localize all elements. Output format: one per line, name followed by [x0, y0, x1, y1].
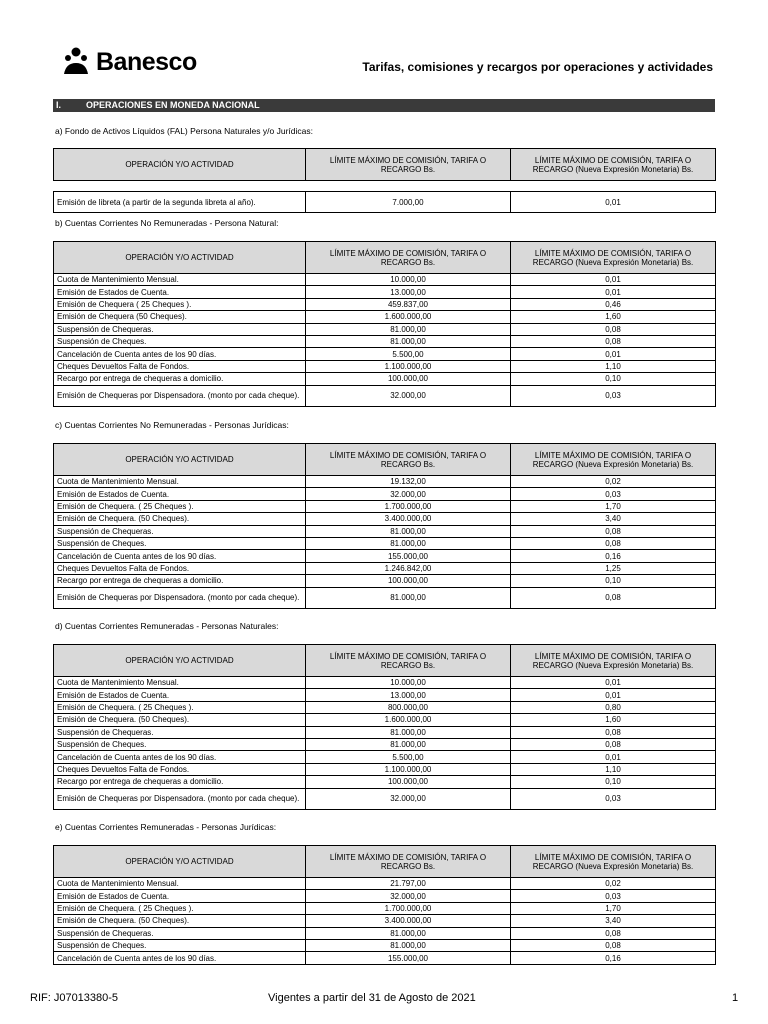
limit-bs-cell: 13.000,00 [306, 689, 511, 701]
limit-bs-cell: 5.500,00 [306, 751, 511, 763]
page-header [0, 0, 768, 98]
limit-new-bs-cell: 0,08 [511, 738, 716, 750]
column-header: LÍMITE MÁXIMO DE COMISIÓN, TARIFA O RECARGO (Nueva Expresión Monetaria) Bs. [511, 242, 716, 274]
operation-cell: Suspensión de Cheques. [54, 738, 306, 750]
limit-new-bs-cell: 0,02 [511, 878, 716, 890]
limit-bs-cell: 800.000,00 [306, 701, 511, 713]
operation-cell: Recargo por entrega de chequeras a domicilio. [54, 373, 306, 385]
limit-bs-cell: 100.000,00 [306, 575, 511, 587]
limit-bs-cell: 81.000,00 [306, 537, 511, 549]
operation-cell: Recargo por entrega de chequeras a domicilio. [54, 776, 306, 788]
column-header: OPERACIÓN Y/O ACTIVIDAD [54, 444, 306, 476]
limit-bs-cell: 1.600.000,00 [306, 311, 511, 323]
limit-bs-cell: 155.000,00 [306, 952, 511, 964]
operation-cell: Suspensión de Cheques. [54, 335, 306, 347]
table-row [54, 274, 716, 286]
table-row [54, 513, 716, 525]
limit-new-bs-cell: 1,10 [511, 360, 716, 372]
limit-new-bs-cell: 0,16 [511, 952, 716, 964]
operation-cell: Cancelación de Cuenta antes de los 90 días. [54, 751, 306, 763]
column-header: LÍMITE MÁXIMO DE COMISIÓN, TARIFA O RECARGO Bs. [306, 846, 511, 878]
table-row [54, 587, 716, 608]
limit-bs-cell: 1.100.000,00 [306, 763, 511, 775]
operation-cell: Cheques Devueltos Falta de Fondos. [54, 360, 306, 372]
limit-bs-cell: 81.000,00 [306, 525, 511, 537]
limit-bs-cell: 7.000,00 [306, 192, 511, 213]
limit-bs-cell: 81.000,00 [306, 587, 511, 608]
table-row [54, 360, 716, 372]
operation-cell: Emisión de Chequera. (50 Cheques). [54, 714, 306, 726]
table-row [54, 286, 716, 298]
section-number: I. [56, 100, 62, 110]
limit-new-bs-cell: 0,03 [511, 488, 716, 500]
operation-cell: Cuota de Mantenimiento Mensual. [54, 274, 306, 286]
table-row [54, 939, 716, 951]
table-row [54, 500, 716, 512]
footer-vigencia: Vigentes a partir del 31 de Agosto de 2021 [268, 992, 476, 1004]
limit-new-bs-cell: 0,16 [511, 550, 716, 562]
limit-new-bs-cell: 1,60 [511, 311, 716, 323]
limit-new-bs-cell: 0,10 [511, 575, 716, 587]
limit-bs-cell: 459.837,00 [306, 298, 511, 310]
table-row [54, 298, 716, 310]
limit-new-bs-cell: 0,01 [511, 192, 716, 213]
operation-cell: Cancelación de Cuenta antes de los 90 días. [54, 550, 306, 562]
operation-cell: Suspensión de Chequeras. [54, 927, 306, 939]
limit-new-bs-cell: 0,03 [511, 788, 716, 809]
limit-new-bs-cell: 0,08 [511, 537, 716, 549]
limit-new-bs-cell: 1,10 [511, 763, 716, 775]
limit-bs-cell: 155.000,00 [306, 550, 511, 562]
limit-new-bs-cell: 0,08 [511, 323, 716, 335]
table-row [54, 525, 716, 537]
footer-page-number: 1 [732, 992, 739, 1004]
limit-new-bs-cell: 3,40 [511, 915, 716, 927]
column-header: LÍMITE MÁXIMO DE COMISIÓN, TARIFA O RECARGO Bs. [306, 149, 511, 181]
operation-cell: Emisión de Chequeras por Dispensadora. (monto por cada cheque). [54, 788, 306, 809]
limit-new-bs-cell: 0,08 [511, 726, 716, 738]
table-row [54, 915, 716, 927]
limit-new-bs-cell: 0,02 [511, 476, 716, 488]
table-row [54, 689, 716, 701]
limit-bs-cell: 32.000,00 [306, 488, 511, 500]
operation-cell: Emisión de Estados de Cuenta. [54, 488, 306, 500]
operation-cell: Emisión de Chequeras por Dispensadora. (monto por cada cheque). [54, 385, 306, 406]
operation-cell: Suspensión de Chequeras. [54, 323, 306, 335]
table-row [54, 890, 716, 902]
operation-cell: Cuota de Mantenimiento Mensual. [54, 476, 306, 488]
section-title: OPERACIONES EN MONEDA NACIONAL [86, 100, 260, 110]
operation-cell: Emisión de Chequera. (50 Cheques). [54, 513, 306, 525]
operation-cell: Cheques Devueltos Falta de Fondos. [54, 562, 306, 574]
fee-table [53, 148, 716, 213]
table-row [54, 738, 716, 750]
column-header: OPERACIÓN Y/O ACTIVIDAD [54, 149, 306, 181]
table-row [54, 488, 716, 500]
operation-cell: Emisión de Chequera. ( 25 Cheques ). [54, 701, 306, 713]
limit-new-bs-cell: 0,01 [511, 286, 716, 298]
table-row [54, 385, 716, 406]
table-row [54, 575, 716, 587]
table-row [54, 323, 716, 335]
fee-table [53, 845, 716, 965]
section-heading [53, 99, 715, 112]
group-title: a) Fondo de Activos Líquidos (FAL) Persona Naturales y/o Jurídicas: [55, 126, 313, 136]
banesco-logo-icon [60, 46, 92, 78]
limit-new-bs-cell: 0,08 [511, 939, 716, 951]
table-row [54, 677, 716, 689]
operation-cell: Emisión de Chequera. ( 25 Cheques ). [54, 500, 306, 512]
spacer-row [54, 181, 716, 192]
operation-cell: Emisión de Estados de Cuenta. [54, 890, 306, 902]
operation-cell: Emisión de Chequera. (50 Cheques). [54, 915, 306, 927]
operation-cell: Cuota de Mantenimiento Mensual. [54, 878, 306, 890]
group-title: e) Cuentas Corrientes Remuneradas - Personas Jurídicas: [55, 822, 277, 832]
limit-bs-cell: 3.400.000,00 [306, 915, 511, 927]
limit-bs-cell: 81.000,00 [306, 335, 511, 347]
limit-new-bs-cell: 0,01 [511, 274, 716, 286]
fee-table [53, 241, 716, 407]
column-header: LÍMITE MÁXIMO DE COMISIÓN, TARIFA O RECARGO (Nueva Expresión Monetaria) Bs. [511, 149, 716, 181]
column-header: LÍMITE MÁXIMO DE COMISIÓN, TARIFA O RECARGO Bs. [306, 242, 511, 274]
table-header-row [54, 645, 716, 677]
limit-bs-cell: 1.700.000,00 [306, 902, 511, 914]
table-row [54, 476, 716, 488]
table-row [54, 763, 716, 775]
limit-bs-cell: 10.000,00 [306, 677, 511, 689]
limit-new-bs-cell: 1,70 [511, 500, 716, 512]
column-header: LÍMITE MÁXIMO DE COMISIÓN, TARIFA O RECARGO (Nueva Expresión Monetaria) Bs. [511, 444, 716, 476]
limit-bs-cell: 21.797,00 [306, 878, 511, 890]
limit-new-bs-cell: 3,40 [511, 513, 716, 525]
column-header: LÍMITE MÁXIMO DE COMISIÓN, TARIFA O RECARGO Bs. [306, 645, 511, 677]
table-row [54, 952, 716, 964]
limit-bs-cell: 100.000,00 [306, 776, 511, 788]
table-row [54, 927, 716, 939]
table-row [54, 726, 716, 738]
table-header-row [54, 149, 716, 181]
table-header-row [54, 242, 716, 274]
group-title: b) Cuentas Corrientes No Remuneradas - Persona Natural: [55, 218, 279, 228]
table-header-row [54, 444, 716, 476]
table-row [54, 776, 716, 788]
limit-new-bs-cell: 0,08 [511, 525, 716, 537]
table-row [54, 348, 716, 360]
limit-new-bs-cell: 0,03 [511, 890, 716, 902]
operation-cell: Cancelación de Cuenta antes de los 90 días. [54, 952, 306, 964]
footer-rif: RIF: J07013380-5 [30, 992, 119, 1004]
table-row [54, 701, 716, 713]
limit-bs-cell: 81.000,00 [306, 939, 511, 951]
limit-bs-cell: 81.000,00 [306, 738, 511, 750]
operation-cell: Suspensión de Chequeras. [54, 525, 306, 537]
limit-new-bs-cell: 0,80 [511, 701, 716, 713]
limit-bs-cell: 3.400.000,00 [306, 513, 511, 525]
column-header: LÍMITE MÁXIMO DE COMISIÓN, TARIFA O RECARGO (Nueva Expresión Monetaria) Bs. [511, 645, 716, 677]
group-title: d) Cuentas Corrientes Remuneradas - Personas Naturales: [55, 621, 279, 631]
table-row [54, 373, 716, 385]
limit-bs-cell: 100.000,00 [306, 373, 511, 385]
limit-bs-cell: 81.000,00 [306, 927, 511, 939]
limit-bs-cell: 81.000,00 [306, 726, 511, 738]
limit-bs-cell: 81.000,00 [306, 323, 511, 335]
limit-new-bs-cell: 1,25 [511, 562, 716, 574]
limit-bs-cell: 32.000,00 [306, 788, 511, 809]
limit-new-bs-cell: 0,10 [511, 776, 716, 788]
table-row [54, 788, 716, 809]
operation-cell: Cuota de Mantenimiento Mensual. [54, 677, 306, 689]
operation-cell: Emisión de Chequeras por Dispensadora. (monto por cada cheque). [54, 587, 306, 608]
banesco-logo [60, 46, 197, 78]
operation-cell: Emisión de Chequera ( 25 Cheques ). [54, 298, 306, 310]
table-row [54, 537, 716, 549]
limit-bs-cell: 5.500,00 [306, 348, 511, 360]
table-header-row [54, 846, 716, 878]
limit-new-bs-cell: 1,70 [511, 902, 716, 914]
operation-cell: Cheques Devueltos Falta de Fondos. [54, 763, 306, 775]
operation-cell: Cancelación de Cuenta antes de los 90 días. [54, 348, 306, 360]
table-row [54, 878, 716, 890]
operation-cell: Suspensión de Chequeras. [54, 726, 306, 738]
limit-bs-cell: 1.600.000,00 [306, 714, 511, 726]
fee-table [53, 443, 716, 609]
limit-new-bs-cell: 0,01 [511, 689, 716, 701]
operation-cell: Emisión de libreta (a partir de la segunda libreta al año). [54, 192, 306, 213]
limit-new-bs-cell: 0,46 [511, 298, 716, 310]
operation-cell: Emisión de Estados de Cuenta. [54, 689, 306, 701]
table-row [54, 562, 716, 574]
column-header: OPERACIÓN Y/O ACTIVIDAD [54, 846, 306, 878]
table-row [54, 902, 716, 914]
limit-new-bs-cell: 1,60 [511, 714, 716, 726]
column-header: LÍMITE MÁXIMO DE COMISIÓN, TARIFA O RECARGO Bs. [306, 444, 511, 476]
limit-bs-cell: 32.000,00 [306, 385, 511, 406]
limit-bs-cell: 10.000,00 [306, 274, 511, 286]
table-row [54, 714, 716, 726]
operation-cell: Emisión de Chequera. ( 25 Cheques ). [54, 902, 306, 914]
limit-new-bs-cell: 0,08 [511, 927, 716, 939]
limit-bs-cell: 13.000,00 [306, 286, 511, 298]
fee-table [53, 644, 716, 810]
limit-new-bs-cell: 0,01 [511, 751, 716, 763]
limit-bs-cell: 1.100.000,00 [306, 360, 511, 372]
table-row [54, 335, 716, 347]
limit-new-bs-cell: 0,08 [511, 587, 716, 608]
table-row [54, 550, 716, 562]
column-header: LÍMITE MÁXIMO DE COMISIÓN, TARIFA O RECARGO (Nueva Expresión Monetaria) Bs. [511, 846, 716, 878]
limit-new-bs-cell: 0,01 [511, 677, 716, 689]
table-row [54, 311, 716, 323]
table-row [54, 751, 716, 763]
limit-bs-cell: 32.000,00 [306, 890, 511, 902]
operation-cell: Suspensión de Cheques. [54, 939, 306, 951]
limit-new-bs-cell: 0,10 [511, 373, 716, 385]
limit-bs-cell: 19.132,00 [306, 476, 511, 488]
column-header: OPERACIÓN Y/O ACTIVIDAD [54, 645, 306, 677]
limit-new-bs-cell: 0,01 [511, 348, 716, 360]
limit-bs-cell: 1.700.000,00 [306, 500, 511, 512]
document-title: Tarifas, comisiones y recargos por operaciones y actividades [362, 60, 713, 74]
logo-text: Banesco [96, 47, 197, 76]
operation-cell: Emisión de Estados de Cuenta. [54, 286, 306, 298]
limit-new-bs-cell: 0,08 [511, 335, 716, 347]
table-row [54, 192, 716, 213]
operation-cell: Recargo por entrega de chequeras a domicilio. [54, 575, 306, 587]
limit-new-bs-cell: 0,03 [511, 385, 716, 406]
group-title: c) Cuentas Corrientes No Remuneradas - Personas Jurídicas: [55, 420, 289, 430]
operation-cell: Suspensión de Cheques. [54, 537, 306, 549]
operation-cell: Emisión de Chequera (50 Cheques). [54, 311, 306, 323]
limit-bs-cell: 1.246.842,00 [306, 562, 511, 574]
column-header: OPERACIÓN Y/O ACTIVIDAD [54, 242, 306, 274]
